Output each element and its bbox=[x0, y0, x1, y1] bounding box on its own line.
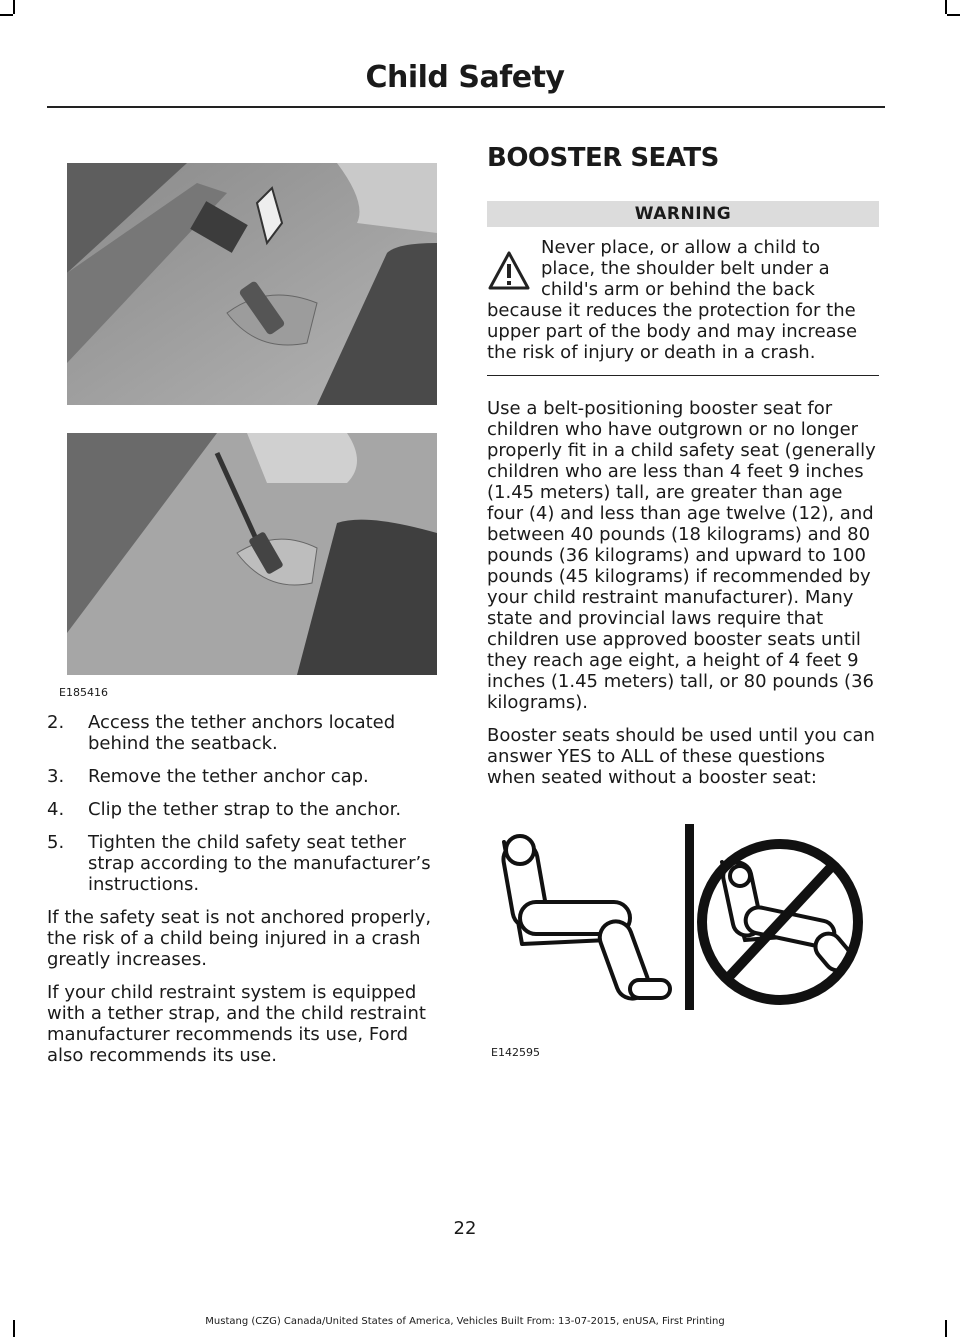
tether-anchor-illustration-top bbox=[67, 163, 437, 405]
warning-text: Never place, or allow a child to place, the shoulder belt under a child's arm or behind the back because it reduces the protection for the upper part of the body and may increase the risk of injury or death in a crash. bbox=[487, 237, 858, 363]
paragraph: Use a belt-positioning booster seat for children who have outgrown or no longer properly fit in a child safety seat (generally children who are less than 4 feet 9 inches (1.45 meters) tall, are greater than age four (4) and less than age twelve (12), and between 40 pounds (18 kilograms) and 80 pounds (36 kilograms) and upward to 100 pounds (45 kilograms) if recommended by your child restraint manufacturer). Many state and provincial laws require that children use approved booster seats until they reach age eight, a height of 4 feet 9 inches (1.45 meters) tall, or 80 pounds (36 kilograms). bbox=[487, 398, 876, 713]
warning-box bbox=[487, 237, 879, 376]
divider bbox=[487, 375, 879, 376]
list-item: 2. Access the tether anchors located behind the seatback. bbox=[47, 712, 396, 754]
page-title: Child Safety bbox=[365, 60, 565, 95]
crop-mark bbox=[947, 14, 960, 16]
figure-code: E185416 bbox=[59, 686, 108, 699]
page-number: 22 bbox=[453, 1218, 477, 1239]
prohibition-icon bbox=[702, 844, 858, 1000]
section-title: BOOSTER SEATS bbox=[487, 143, 719, 173]
paragraph: If your child restraint system is equipped with a tether strap, and the child restraint manufacturer recommends its use, Ford also recommends its use. bbox=[47, 982, 426, 1066]
tether-anchor-illustration-bottom bbox=[67, 433, 437, 675]
list-item: 3. Remove the tether anchor cap. bbox=[47, 766, 369, 787]
list-item: 5. Tighten the child safety seat tether strap according to the manufacturer’s instructions. bbox=[47, 832, 431, 895]
warning-header: WARNING bbox=[487, 201, 879, 227]
left-column bbox=[47, 712, 442, 1078]
crop-mark bbox=[945, 1320, 947, 1337]
crop-mark bbox=[0, 14, 13, 16]
footer: Mustang (CZG) Canada/United States of America, Vehicles Built From: 13-07-2015, enUSA, First Printing bbox=[205, 1316, 725, 1327]
paragraph: Booster seats should be used until you can answer YES to ALL of these questions when seated without a booster seat: bbox=[487, 725, 875, 788]
steps-list bbox=[47, 712, 442, 895]
figure-code: E142595 bbox=[491, 1046, 540, 1059]
crop-mark bbox=[945, 0, 947, 14]
header-rule bbox=[47, 106, 885, 108]
warning-triangle-icon bbox=[487, 249, 531, 293]
right-column bbox=[487, 143, 879, 788]
divider bbox=[685, 824, 694, 1010]
paragraph: If the safety seat is not anchored properly, the risk of a child being injured in a crash greatly increases. bbox=[47, 907, 432, 970]
crop-mark bbox=[13, 0, 15, 14]
booster-seat-illustration bbox=[490, 822, 882, 1012]
list-item: 4. Clip the tether strap to the anchor. bbox=[47, 799, 402, 820]
